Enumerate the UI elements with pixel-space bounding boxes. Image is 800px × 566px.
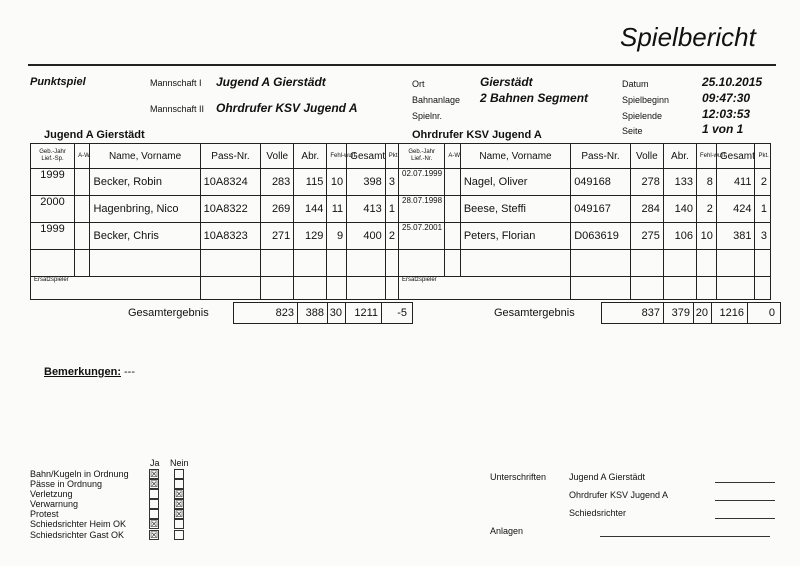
abr: 140 bbox=[663, 196, 696, 223]
check-label: Bahn/Kugeln in Ordnung bbox=[30, 469, 129, 479]
spielbeginn-value: 09:47:30 bbox=[702, 91, 751, 105]
gesamt: 413 bbox=[347, 196, 386, 223]
seite-label: Seite bbox=[622, 126, 643, 136]
anlagen-line[interactable] bbox=[600, 536, 770, 537]
col-name: Name, Vorname bbox=[90, 144, 200, 169]
spielnr-label: Spielnr. bbox=[412, 111, 443, 121]
ersatz-row bbox=[399, 277, 771, 300]
pass-nr: 10A8323 bbox=[200, 223, 261, 250]
signature-line-referee[interactable] bbox=[715, 518, 775, 519]
table-header bbox=[399, 144, 771, 169]
pass-nr: 10A8324 bbox=[200, 169, 261, 196]
check-label: Schiedsrichter Gast OK bbox=[30, 530, 125, 540]
datum-label: Datum bbox=[622, 79, 649, 89]
check-ja-box[interactable] bbox=[149, 489, 159, 499]
player-name: Becker, Robin bbox=[90, 169, 200, 196]
punkte: 2 bbox=[385, 223, 398, 250]
col-aw: A-W bbox=[445, 144, 460, 169]
fehlwurf: 2 bbox=[697, 196, 717, 223]
total-fw: 30 bbox=[328, 303, 346, 323]
birth-year: 1999 bbox=[31, 223, 75, 250]
volle: 283 bbox=[261, 169, 294, 196]
gesamt: 424 bbox=[716, 196, 755, 223]
left-player-table bbox=[30, 143, 399, 300]
check-ja-box[interactable] bbox=[149, 509, 159, 519]
total-pkt: 0 bbox=[768, 307, 775, 319]
right-total-label: Gesamtergebnis bbox=[494, 307, 575, 319]
col-pkt: Pkt. bbox=[385, 144, 398, 169]
col-geb: Geb.-Jahr Lief.-Nr. bbox=[399, 144, 445, 169]
check-ja-box[interactable]: ☒ bbox=[150, 469, 159, 479]
col-abr: Abr. bbox=[663, 144, 696, 169]
signature-referee-label: Schiedsrichter bbox=[569, 508, 627, 518]
gesamt: 381 bbox=[716, 223, 755, 250]
col-volle: Volle bbox=[630, 144, 663, 169]
total-abr: 379 bbox=[664, 303, 694, 323]
signature-line-team1[interactable] bbox=[715, 482, 775, 483]
remarks-label: Bemerkungen: bbox=[44, 366, 122, 378]
birth-date: 02.07.1999 bbox=[399, 169, 445, 196]
gesamt: 398 bbox=[347, 169, 386, 196]
punkte: 1 bbox=[755, 196, 771, 223]
team2-label: Mannschaft II bbox=[150, 104, 205, 114]
table-row bbox=[399, 196, 771, 223]
table-row bbox=[31, 223, 399, 250]
header-divider bbox=[28, 64, 776, 66]
check-nein-box[interactable] bbox=[174, 530, 184, 540]
table-header bbox=[31, 144, 399, 169]
table-row-empty bbox=[31, 250, 399, 277]
abr: 133 bbox=[663, 169, 696, 196]
volle: 278 bbox=[630, 169, 663, 196]
total-fw: 20 bbox=[694, 303, 712, 323]
volle: 275 bbox=[630, 223, 663, 250]
col-abr: Abr. bbox=[294, 144, 327, 169]
punkte: 1 bbox=[385, 196, 398, 223]
birth-year: 2000 bbox=[31, 196, 75, 223]
team1-name: Jugend A Gierstädt bbox=[216, 75, 326, 89]
birth-date: 28.07.1998 bbox=[399, 196, 445, 223]
remarks-value: --- bbox=[124, 366, 135, 378]
col-volle: Volle bbox=[261, 144, 294, 169]
signature-team1-label: Jugend A Gierstädt bbox=[569, 472, 646, 482]
table-row bbox=[31, 169, 399, 196]
total-pkt: -5 bbox=[397, 307, 407, 319]
team2-name: Ohrdrufer KSV Jugend A bbox=[216, 101, 358, 115]
pass-nr: 049168 bbox=[571, 169, 631, 196]
check-nein-box[interactable]: ☒ bbox=[175, 489, 184, 499]
check-nein-box[interactable] bbox=[174, 479, 184, 489]
page-title: Spielbericht bbox=[620, 22, 756, 52]
volle: 269 bbox=[261, 196, 294, 223]
check-nein-box[interactable] bbox=[174, 469, 184, 479]
volle: 271 bbox=[261, 223, 294, 250]
fehlwurf: 11 bbox=[327, 196, 347, 223]
left-total-label: Gesamtergebnis bbox=[128, 307, 209, 319]
spielende-value: 12:03:53 bbox=[702, 107, 751, 121]
team1-label: Mannschaft I bbox=[150, 78, 202, 88]
check-ja-box[interactable]: ☒ bbox=[150, 519, 159, 529]
signatures-label: Unterschriften bbox=[490, 472, 547, 482]
player-name: Beese, Steffi bbox=[460, 196, 570, 223]
check-ja-box[interactable]: ☒ bbox=[150, 530, 159, 540]
table-row bbox=[31, 196, 399, 223]
left-total-box bbox=[233, 302, 413, 324]
pass-nr: 10A8322 bbox=[200, 196, 261, 223]
ersatz-label: Ersatzspieler bbox=[399, 277, 571, 300]
check-ja-box[interactable] bbox=[149, 499, 159, 509]
check-label: Protest bbox=[30, 509, 59, 519]
fehlwurf: 10 bbox=[327, 169, 347, 196]
right-total-box bbox=[601, 302, 781, 324]
col-pass: Pass-Nr. bbox=[571, 144, 631, 169]
pass-nr: 049167 bbox=[571, 196, 631, 223]
ort-label: Ort bbox=[412, 79, 425, 89]
birth-year: 1999 bbox=[31, 169, 75, 196]
fehlwurf: 9 bbox=[327, 223, 347, 250]
abr: 129 bbox=[294, 223, 327, 250]
check-nein-box[interactable] bbox=[174, 519, 184, 529]
punkte: 3 bbox=[755, 223, 771, 250]
total-volle: 823 bbox=[234, 303, 298, 323]
seite-value: 1 von 1 bbox=[702, 122, 744, 136]
col-geb: Geb.-Jahr Lief.-Sp. bbox=[31, 144, 75, 169]
left-team-heading: Jugend A Gierstädt bbox=[44, 129, 145, 141]
ort-value: Gierstädt bbox=[480, 75, 533, 89]
check-nein-box[interactable]: ☒ bbox=[175, 499, 184, 509]
punkte: 3 bbox=[385, 169, 398, 196]
pass-nr: D063619 bbox=[571, 223, 631, 250]
check-ja-box[interactable]: ☒ bbox=[150, 479, 159, 489]
col-fw: Fehl-wurf bbox=[327, 144, 347, 169]
col-pkt: Pkt. bbox=[755, 144, 771, 169]
total-gesamt: 1211 bbox=[346, 303, 382, 323]
datum-value: 25.10.2015 bbox=[702, 75, 763, 89]
match-type: Punktspiel bbox=[30, 76, 86, 88]
check-label: Verwarnung bbox=[30, 499, 79, 509]
player-name: Becker, Chris bbox=[90, 223, 200, 250]
spielbeginn-label: Spielbeginn bbox=[622, 95, 670, 105]
player-name: Nagel, Oliver bbox=[460, 169, 570, 196]
right-player-table bbox=[398, 143, 771, 300]
total-abr: 388 bbox=[298, 303, 328, 323]
col-aw: A-W bbox=[75, 144, 90, 169]
bahnanlage-value: 2 Bahnen Segment bbox=[480, 91, 589, 105]
col-gesamt: Gesamt bbox=[347, 144, 386, 169]
nein-header: Nein bbox=[170, 458, 189, 468]
gesamt: 411 bbox=[716, 169, 755, 196]
total-volle: 837 bbox=[602, 303, 664, 323]
gesamt: 400 bbox=[347, 223, 386, 250]
anlagen-label: Anlagen bbox=[490, 526, 524, 536]
table-row-empty bbox=[399, 250, 771, 277]
ja-header: Ja bbox=[150, 458, 160, 468]
abr: 106 bbox=[663, 223, 696, 250]
spielende-label: Spielende bbox=[622, 111, 663, 121]
fehlwurf: 10 bbox=[697, 223, 717, 250]
col-pass: Pass-Nr. bbox=[200, 144, 261, 169]
bahnanlage-label: Bahnanlage bbox=[412, 95, 461, 105]
volle: 284 bbox=[630, 196, 663, 223]
abr: 144 bbox=[294, 196, 327, 223]
check-nein-box[interactable]: ☒ bbox=[175, 509, 184, 519]
punkte: 2 bbox=[755, 169, 771, 196]
player-name: Peters, Florian bbox=[460, 223, 570, 250]
col-name: Name, Vorname bbox=[460, 144, 570, 169]
ersatz-label: Ersatzspieler bbox=[31, 277, 201, 300]
check-label: Verletzung bbox=[30, 489, 73, 499]
table-row bbox=[399, 169, 771, 196]
col-fw: Fehl-wurf bbox=[697, 144, 717, 169]
col-gesamt: Gesamt bbox=[716, 144, 755, 169]
birth-date: 25.07.2001 bbox=[399, 223, 445, 250]
check-label: Pässe in Ordnung bbox=[30, 479, 103, 489]
fehlwurf: 8 bbox=[697, 169, 717, 196]
right-team-heading: Ohrdrufer KSV Jugend A bbox=[412, 129, 542, 141]
signature-line-team2[interactable] bbox=[715, 500, 775, 501]
check-label: Schiedsrichter Heim OK bbox=[30, 519, 127, 529]
ersatz-row bbox=[31, 277, 399, 300]
player-name: Hagenbring, Nico bbox=[90, 196, 200, 223]
table-row bbox=[399, 223, 771, 250]
total-gesamt: 1216 bbox=[712, 303, 748, 323]
abr: 115 bbox=[294, 169, 327, 196]
signature-team2-label: Ohrdrufer KSV Jugend A bbox=[569, 490, 669, 500]
